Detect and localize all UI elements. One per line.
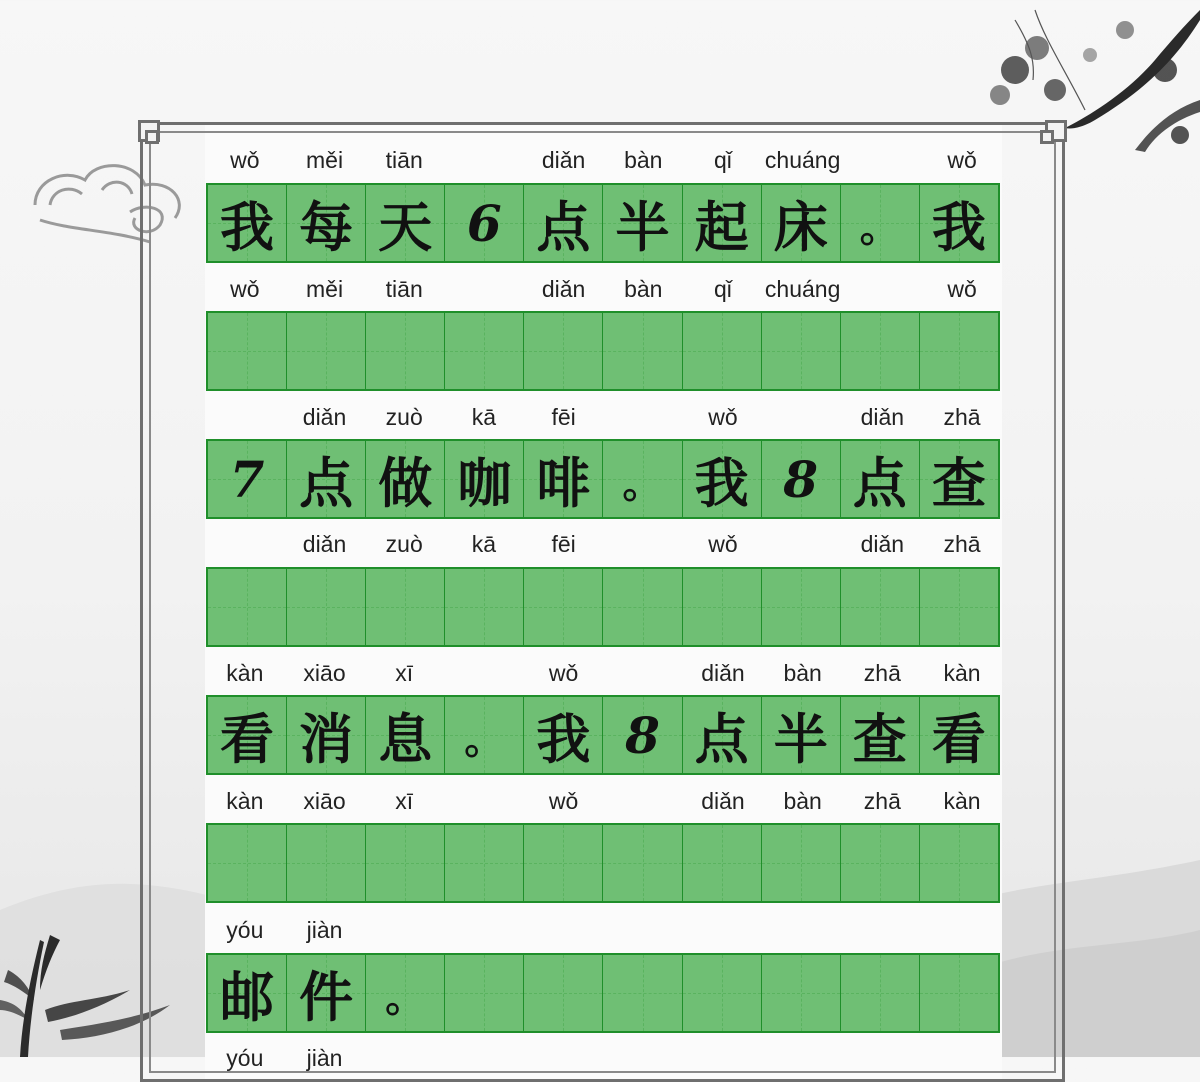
frame-corner-top-right-inner xyxy=(1040,130,1054,144)
frame-corner-top-left-inner xyxy=(145,130,159,144)
pinyin: wǒ xyxy=(548,660,579,686)
hanzi xyxy=(762,955,840,1031)
pinyin xyxy=(683,1038,763,1078)
practice-cell[interactable] xyxy=(208,313,287,389)
grid-cell xyxy=(920,185,998,261)
pinyin: jiàn xyxy=(306,1045,343,1071)
char-grid-row-5 xyxy=(206,695,1000,775)
grid-cell xyxy=(208,185,287,261)
punctuation: 。 xyxy=(464,716,505,763)
grid-cell xyxy=(445,697,524,773)
grid-cell xyxy=(762,441,841,517)
pinyin xyxy=(763,524,843,564)
grid-cell xyxy=(841,697,920,773)
pinyin xyxy=(763,910,843,950)
pinyin: zhā xyxy=(863,788,901,814)
pinyin: diǎn xyxy=(302,531,347,557)
grid-cell xyxy=(208,955,287,1031)
grid-cell xyxy=(683,441,762,517)
grid-cell xyxy=(445,185,524,261)
pinyin: tiān xyxy=(385,276,423,302)
pinyin: fēi xyxy=(551,531,576,557)
pinyin: zhā xyxy=(943,531,981,557)
practice-cell[interactable] xyxy=(683,569,762,645)
grid-cell xyxy=(287,441,366,517)
pinyin-row-1 xyxy=(205,140,1002,180)
practice-cell[interactable] xyxy=(287,569,366,645)
grid-cell xyxy=(445,955,524,1031)
pinyin xyxy=(843,1038,923,1078)
pinyin xyxy=(444,269,524,309)
hanzi xyxy=(920,955,998,1031)
hanzi: 点 xyxy=(694,706,749,771)
hanzi: 看 xyxy=(220,706,275,771)
pinyin xyxy=(683,910,763,950)
pinyin: bàn xyxy=(783,788,822,814)
practice-grid-row-6 xyxy=(206,823,1000,903)
pinyin: wǒ xyxy=(230,276,260,302)
pinyin xyxy=(843,910,923,950)
grid-cell xyxy=(603,441,682,517)
hanzi: 查 xyxy=(852,706,907,771)
practice-cell[interactable] xyxy=(762,569,841,645)
pinyin: yóu xyxy=(226,1045,264,1071)
grid-cell xyxy=(920,441,998,517)
hanzi xyxy=(445,955,523,1031)
grid-cell xyxy=(524,955,603,1031)
pinyin: měi xyxy=(306,147,344,173)
pinyin xyxy=(603,397,683,437)
grid-cell xyxy=(603,955,682,1031)
hanzi xyxy=(524,955,602,1031)
grid-cell xyxy=(366,955,445,1031)
pinyin: měi xyxy=(306,276,344,302)
practice-cell[interactable] xyxy=(445,825,524,901)
pinyin: jiàn xyxy=(306,917,343,943)
grid-cell xyxy=(208,697,287,773)
pinyin xyxy=(444,653,524,693)
pinyin xyxy=(922,910,1002,950)
pinyin xyxy=(603,524,683,564)
pinyin: zuò xyxy=(385,531,423,557)
pinyin xyxy=(364,910,444,950)
pinyin xyxy=(603,1038,683,1078)
pinyin: xī xyxy=(395,660,414,686)
hanzi: 半 xyxy=(773,706,828,771)
practice-cell[interactable] xyxy=(287,825,366,901)
pinyin xyxy=(364,1038,444,1078)
grid-cell xyxy=(287,697,366,773)
pinyin: diǎn xyxy=(701,660,745,686)
pinyin: qǐ xyxy=(714,276,732,302)
practice-cell[interactable] xyxy=(762,313,841,389)
grid-cell xyxy=(683,955,762,1031)
practice-cell[interactable] xyxy=(762,825,841,901)
practice-cell[interactable] xyxy=(841,313,920,389)
hanzi: 查 xyxy=(931,450,986,515)
pinyin: kā xyxy=(471,404,497,430)
grid-cell xyxy=(920,955,998,1031)
hanzi: 我 xyxy=(220,194,275,259)
pinyin: zuò xyxy=(385,404,423,430)
pinyin xyxy=(524,910,604,950)
pinyin xyxy=(603,653,683,693)
grid-cell xyxy=(683,697,762,773)
pinyin xyxy=(444,140,524,180)
pinyin: yóu xyxy=(226,917,264,943)
grid-cell xyxy=(208,441,287,517)
pinyin: xiāo xyxy=(303,788,346,814)
pinyin: wǒ xyxy=(708,531,738,557)
pinyin: diǎn xyxy=(541,276,586,302)
pinyin: kàn xyxy=(226,660,264,686)
practice-cell[interactable] xyxy=(920,825,998,901)
pinyin xyxy=(603,781,683,821)
pinyin-row-6 xyxy=(205,781,1002,821)
pinyin xyxy=(763,1038,843,1078)
practice-cell[interactable] xyxy=(445,313,524,389)
hanzi: 点 xyxy=(852,450,907,515)
digit: 7 xyxy=(229,449,265,509)
practice-cell[interactable] xyxy=(524,569,603,645)
practice-cell[interactable] xyxy=(366,569,445,645)
hanzi: 我 xyxy=(694,450,749,515)
hanzi: 床 xyxy=(773,194,828,259)
hanzi: 啡 xyxy=(536,450,591,515)
pinyin: qǐ xyxy=(714,147,732,173)
hanzi xyxy=(683,955,761,1031)
punctuation: 。 xyxy=(622,460,663,507)
pinyin: xī xyxy=(395,788,414,814)
pinyin: wǒ xyxy=(947,147,977,173)
pinyin-row-8 xyxy=(205,1038,1002,1078)
digit: 6 xyxy=(466,193,502,253)
grid-cell xyxy=(920,697,998,773)
practice-cell[interactable] xyxy=(208,825,287,901)
pinyin: wǒ xyxy=(230,147,260,173)
pinyin xyxy=(205,524,285,564)
pinyin-row-2 xyxy=(205,269,1002,309)
pinyin xyxy=(763,397,843,437)
hanzi: 看 xyxy=(931,706,986,771)
pinyin xyxy=(843,140,923,180)
practice-cell[interactable] xyxy=(841,825,920,901)
pinyin: bàn xyxy=(624,276,663,302)
practice-grid-row-4 xyxy=(206,567,1000,647)
pinyin: diǎn xyxy=(860,404,905,430)
pinyin-row-5 xyxy=(205,653,1002,693)
grid-cell xyxy=(762,697,841,773)
hanzi: 做 xyxy=(378,450,433,515)
pinyin xyxy=(922,1038,1002,1078)
grid-cell xyxy=(762,955,841,1031)
grid-cell xyxy=(841,185,920,261)
hanzi: 咖 xyxy=(457,450,512,515)
practice-cell[interactable] xyxy=(603,825,682,901)
pinyin: bàn xyxy=(783,660,822,686)
grid-cell xyxy=(603,697,682,773)
pinyin xyxy=(843,269,923,309)
practice-cell[interactable] xyxy=(208,569,287,645)
grid-cell xyxy=(366,441,445,517)
pinyin: xiāo xyxy=(303,660,346,686)
practice-cell[interactable] xyxy=(445,569,524,645)
pinyin xyxy=(444,781,524,821)
pinyin: zhā xyxy=(943,404,981,430)
pinyin: wǒ xyxy=(947,276,977,302)
hanzi xyxy=(841,955,919,1031)
grid-cell xyxy=(366,697,445,773)
grid-cell xyxy=(841,441,920,517)
pinyin: bàn xyxy=(624,147,663,173)
grid-cell xyxy=(287,955,366,1031)
hanzi: 天 xyxy=(378,194,433,259)
pinyin: kā xyxy=(471,531,497,557)
grid-cell xyxy=(524,441,603,517)
char-grid-row-7 xyxy=(206,953,1000,1033)
hanzi: 我 xyxy=(931,194,986,259)
char-grid-row-1 xyxy=(206,183,1000,263)
pinyin: tiān xyxy=(385,147,423,173)
practice-cell[interactable] xyxy=(287,313,366,389)
pinyin xyxy=(603,910,683,950)
grid-cell xyxy=(445,441,524,517)
hanzi: 点 xyxy=(299,450,354,515)
pinyin: kàn xyxy=(943,788,981,814)
pinyin xyxy=(444,1038,524,1078)
hanzi: 每 xyxy=(299,194,354,259)
pinyin: chuáng xyxy=(764,147,841,173)
practice-grid-row-2 xyxy=(206,311,1000,391)
grid-cell xyxy=(841,955,920,1031)
grid-cell xyxy=(287,185,366,261)
hanzi: 件 xyxy=(299,964,354,1029)
char-grid-row-3 xyxy=(206,439,1000,519)
hanzi: 点 xyxy=(536,194,591,259)
punctuation: 。 xyxy=(859,204,900,251)
pinyin: kàn xyxy=(226,788,264,814)
pinyin-row-3 xyxy=(205,397,1002,437)
pinyin-row-7 xyxy=(205,910,1002,950)
hanzi: 半 xyxy=(615,194,670,259)
pinyin: diǎn xyxy=(302,404,347,430)
hanzi: 消 xyxy=(299,706,354,771)
digit: 8 xyxy=(625,705,660,765)
practice-cell[interactable] xyxy=(683,313,762,389)
grid-cell xyxy=(524,185,603,261)
practice-cell[interactable] xyxy=(683,825,762,901)
grid-cell xyxy=(524,697,603,773)
pinyin xyxy=(524,1038,604,1078)
hanzi: 我 xyxy=(536,706,591,771)
pinyin: diǎn xyxy=(541,147,586,173)
practice-cell[interactable] xyxy=(920,569,998,645)
digit: 8 xyxy=(783,449,819,509)
practice-cell[interactable] xyxy=(524,825,603,901)
practice-cell[interactable] xyxy=(920,313,998,389)
pinyin: wǒ xyxy=(548,788,579,814)
grid-cell xyxy=(762,185,841,261)
pinyin: kàn xyxy=(943,660,981,686)
pinyin xyxy=(444,910,524,950)
hanzi: 息 xyxy=(378,706,433,771)
pinyin-row-4 xyxy=(205,524,1002,564)
practice-cell[interactable] xyxy=(524,313,603,389)
pinyin: diǎn xyxy=(701,788,745,814)
pinyin: fēi xyxy=(551,404,576,430)
pinyin: zhā xyxy=(863,660,901,686)
hanzi: 邮 xyxy=(220,964,275,1029)
grid-cell xyxy=(683,185,762,261)
practice-cell[interactable] xyxy=(841,569,920,645)
pinyin: chuáng xyxy=(764,276,841,302)
hanzi xyxy=(603,955,681,1031)
grid-cell xyxy=(366,185,445,261)
practice-cell[interactable] xyxy=(366,825,445,901)
punctuation: 。 xyxy=(385,974,426,1021)
pinyin: wǒ xyxy=(708,404,738,430)
practice-cell[interactable] xyxy=(603,569,682,645)
hanzi: 起 xyxy=(694,194,749,259)
grid-cell xyxy=(603,185,682,261)
pinyin xyxy=(205,397,285,437)
practice-cell[interactable] xyxy=(603,313,682,389)
pinyin: diǎn xyxy=(860,531,905,557)
practice-cell[interactable] xyxy=(366,313,445,389)
